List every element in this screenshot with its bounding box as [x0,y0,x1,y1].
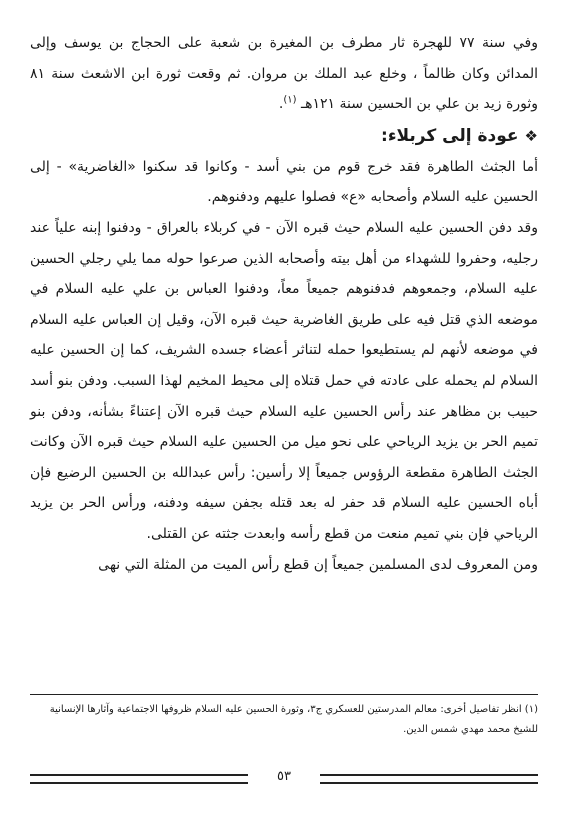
diamond-bullet-icon: ❖ [524,126,538,145]
section-heading-text: عودة إلى كربلاء: [381,125,519,146]
paragraph-2: أما الجثث الطاهرة فقد خرج قوم من بني أسد - وكانوا قد سكنوا «الغاضرية» - إلى الحسين عليه السلام وأصحابه «ع» فصلوا عليهم ودفنوهم. [30,158,538,206]
footnote-reference: (١) [283,94,297,106]
footnote: (١) انظر تفاصيل أخرى: معالم المدرستين للعسكري ج٣، وثورة الحسين عليه السلام ظروفها الاجتماعية وآثارها الإنسانية للشيخ محمد مهدي شمس الدين. [49,704,538,735]
footer-rule-left [30,774,248,784]
main-text [30,28,538,580]
page-footer [30,766,538,790]
page-number: ٥٣ [277,769,291,784]
paragraph-1: وفي سنة ٧٧ للهجرة ثار مطرف بن المغيرة بن شعبة على الحجاج بن يوسف وإلى المدائن وكان ظالماً ، وخلع عبد الملك بن مروان. ثم وقعت ثورة ابن الاشعث سنة ٨١ وثورة زيد بن علي بن الحسين سنة ١٢١هـ $^{(١)}$. [30,35,538,113]
paragraph-4: ومن المعروف لدى المسلمين جميعاً إن قطع رأس الميت من المثلة التي نهى [98,556,538,573]
paragraph-3: وقد دفن الحسين عليه السلام حيث قبره الآن - في كربلاء بالعراق - ودفنوا إبنه علياً عند رجليه، وحفروا للشهداء من أهل بيته وأصحابه الذين صرعوا حوله مما يلي رجلي الحسين عليه السلام، وجمعوهم فدفنوهم جميعاً معاً، ودفنوا العباس بن علي عليه السلام في موضعه الذي قتل فيه على طريق الغاضرية حيث قبره الآن، وقيل إن العباس عليه السلام في موضعه لأنهم لم يستطيعوا حمله لتناثر أعضاء جسده الشريف، كما إن الحسين عليه السلام لم يحمله على عادته في حمل قتلاه إلى محيط المخيم لهذا السبب. ودفن بنو أسد حبيب بن مظاهر عند رأس الحسين عليه السلام حيث قبره الآن إعتناءً بشأنه، ودفن بنو تميم الحر بن يزيد الرياحي على نحو ميل من الحسين عليه السلام حيث قبره الآن وكانت الجثث الطاهرة مقطعة الرؤوس جميعاً إلا رأسين: رأس عبدالله بن الحسين الرضيع فإن أباه الحسين عليه السلام قد حفر له بعد قتله بجفن سيفه ودفنه، ورأس الحر بن يزيد الرياحي فإن بني تميم منعت من قطع رأسه وابعدت جثته عن القتلى. [30,219,538,542]
footnote-divider [30,694,538,695]
section-heading [30,120,538,152]
footer-rule-right [320,774,538,784]
